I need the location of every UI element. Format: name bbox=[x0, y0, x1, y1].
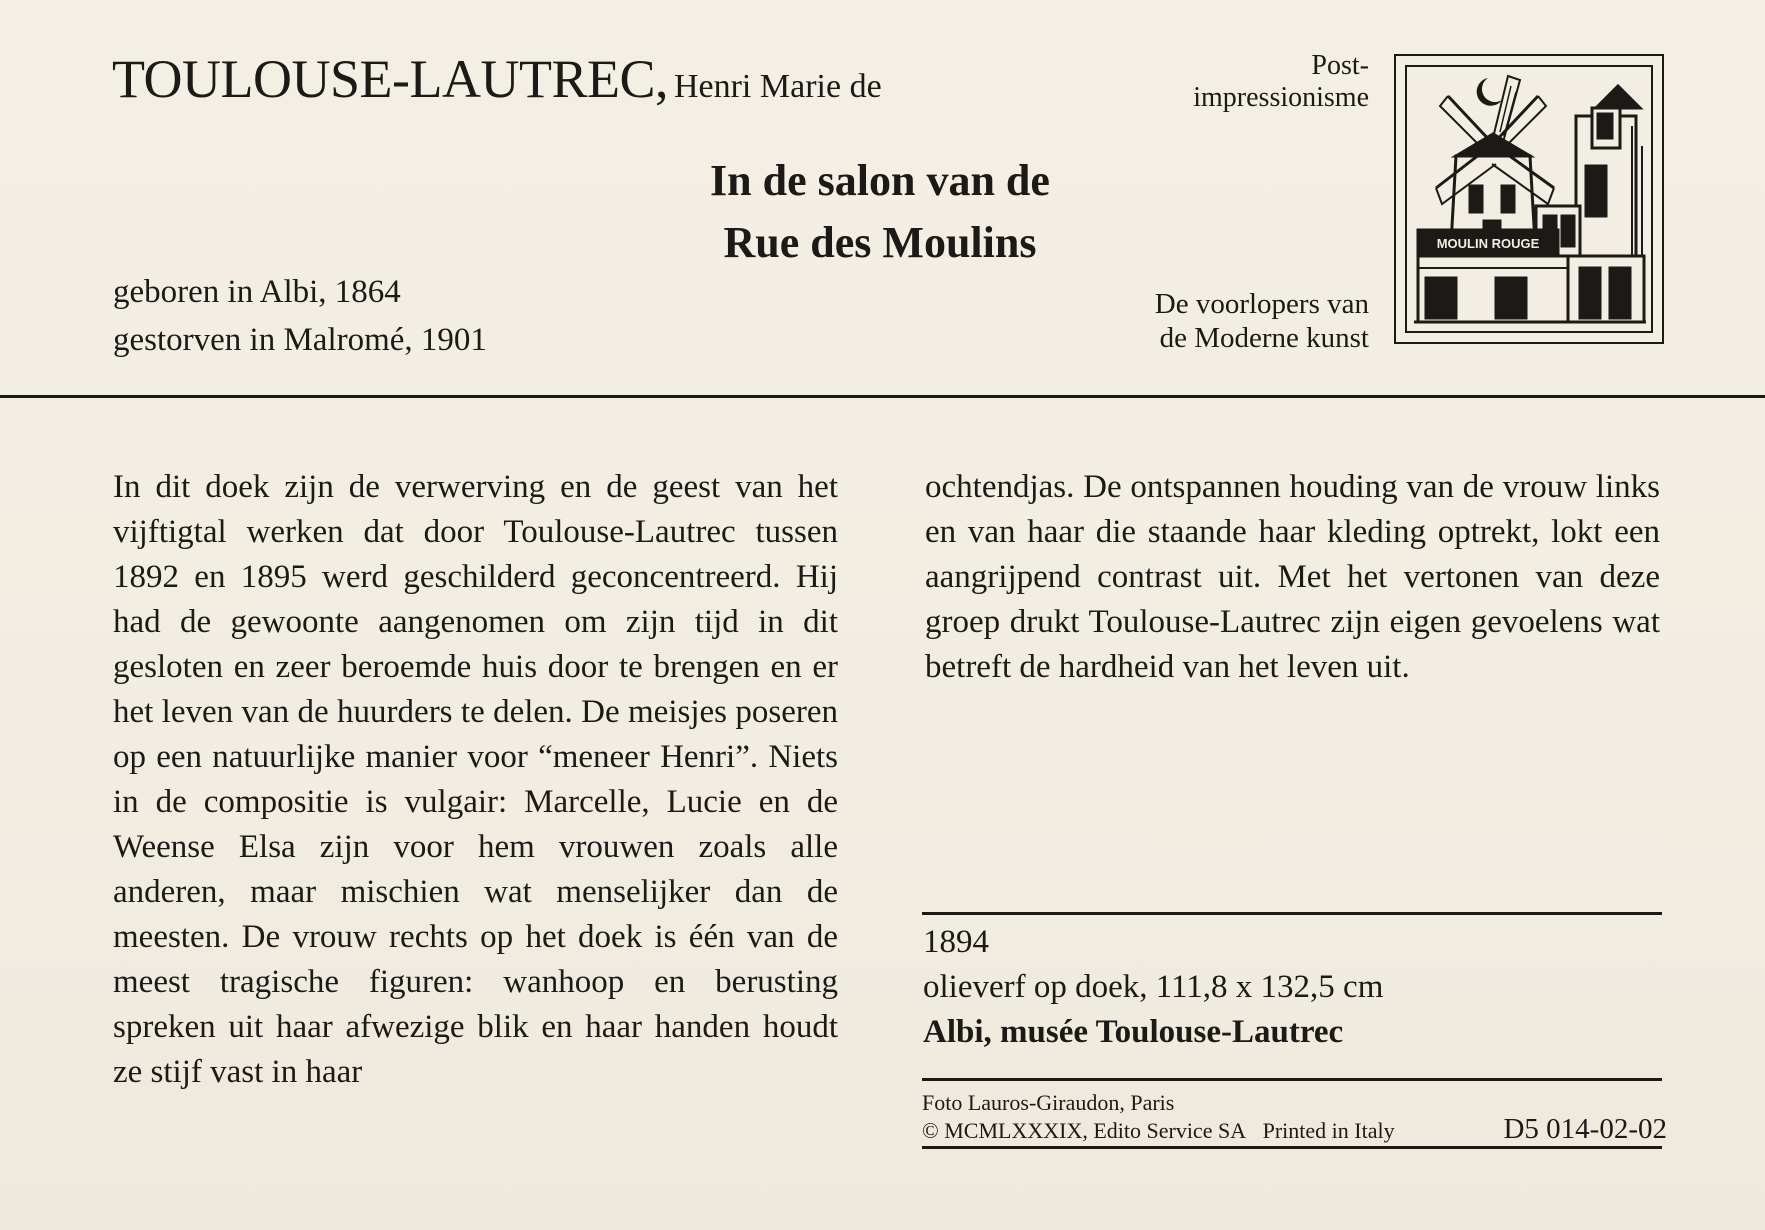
artist-surname: TOULOUSE-LAUTREC, bbox=[112, 49, 668, 109]
moulin-rouge-logo bbox=[1394, 54, 1664, 344]
metadata-divider-middle bbox=[922, 1078, 1662, 1081]
artist-life-dates bbox=[113, 268, 487, 364]
movement-line-1: Post- bbox=[1311, 50, 1369, 81]
printed-in-text: Printed in Italy bbox=[1262, 1118, 1395, 1143]
credits bbox=[922, 1090, 1667, 1144]
description-text-2: ochtendjas. De ontspannen houding van de vrouw links en van haar die staande haar kleding optrekt, lokt een aangrijpend contrast uit. Met het vertonen van deze groep drukt Toulouse-Lautrec zijn eigen gevoelens wat betreft de hardheid van het leven uit. bbox=[925, 469, 1660, 685]
logo-sign-text: MOULIN ROUGE bbox=[1436, 236, 1540, 251]
windmill-illustration bbox=[1396, 56, 1662, 342]
title-line-1: In de salon van de bbox=[710, 156, 1050, 205]
artist-given-names: Henri Marie de bbox=[673, 68, 882, 105]
metadata-divider-top bbox=[922, 912, 1662, 915]
artwork-location: Albi, musée Toulouse-Lautrec bbox=[923, 1014, 1344, 1050]
artwork-year: 1894 bbox=[923, 924, 989, 960]
series-name bbox=[1039, 287, 1369, 355]
header-divider bbox=[0, 395, 1765, 398]
description-text-1: In dit doek zijn de verwerving en de geest van het vijftigtal werken dat door Toulouse-Lautrec tussen 1892 en 1895 werd geschilderd geconcentreerd. Hij had de gewoonte aangenomen om zijn tijd in dit gesloten en zeer beroemde huis door te brengen en er het leven van de huurders te delen. De meisjes poseren op een natuurlijke manier voor “meneer Henri”. Niets in de compositie is vulgair: Marcelle, Lucie en de Weense Elsa zijn voor hem vrouwen zoals alle anderen, maar mischien wat menselijker dan de meesten. De vrouw rechts op het doek is één van de meest tragische figuren: wanhoop en berusting spreken uit haar afwezige blik en haar handen houdt ze stijf vast in haar bbox=[113, 469, 838, 1090]
series-line-2: de Moderne kunst bbox=[1159, 322, 1369, 354]
title-line-2: Rue des Moulins bbox=[723, 218, 1037, 267]
copyright-text: © MCMLXXXIX, Edito Service SA bbox=[922, 1118, 1247, 1143]
photo-credit: Foto Lauros-Giraudon, Paris bbox=[922, 1090, 1175, 1115]
product-code: D5 014-02-02 bbox=[1503, 1113, 1667, 1145]
art-movement bbox=[1109, 50, 1369, 114]
series-line-1: De voorlopers van bbox=[1154, 288, 1369, 320]
description-column-2 bbox=[925, 465, 1660, 690]
death-info: gestorven in Malromé, 1901 bbox=[113, 322, 487, 358]
description-column-1 bbox=[113, 465, 838, 1095]
movement-line-2: impressionisme bbox=[1193, 82, 1369, 113]
artist-name bbox=[112, 48, 882, 110]
artwork-medium: olieverf op doek, 111,8 x 132,5 cm bbox=[923, 969, 1384, 1005]
birth-info: geboren in Albi, 1864 bbox=[113, 274, 401, 310]
artwork-title bbox=[560, 150, 1200, 274]
metadata-divider-bottom bbox=[922, 1146, 1662, 1149]
